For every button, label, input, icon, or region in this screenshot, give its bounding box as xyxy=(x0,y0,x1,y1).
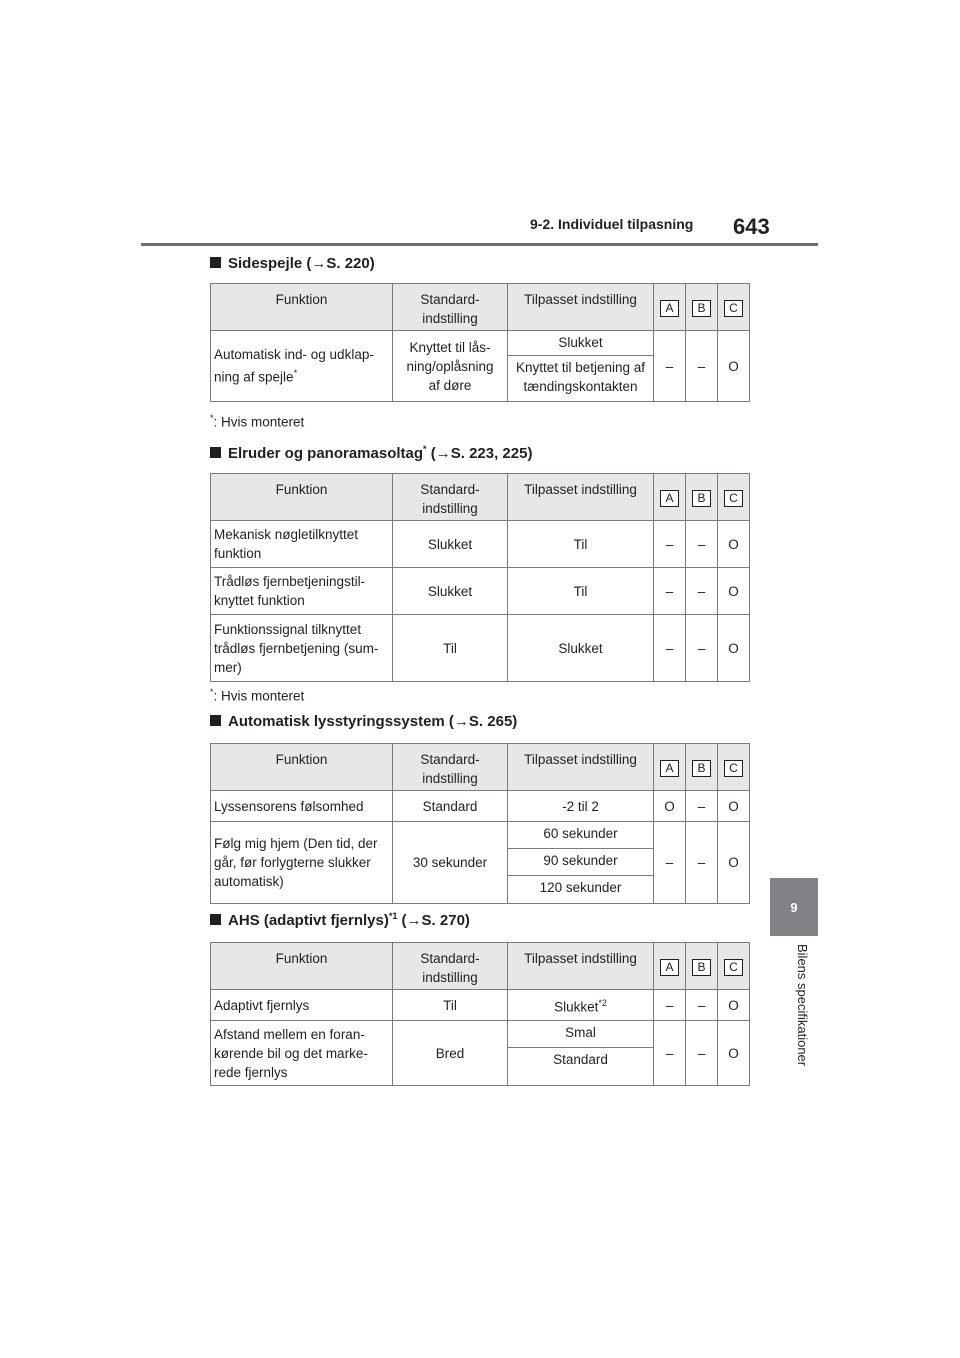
section-title: Automatisk lysstyringssystem (→S. 265) xyxy=(210,713,517,730)
cell-a: – xyxy=(654,521,686,568)
cell-c: O xyxy=(718,1021,750,1086)
settings-table xyxy=(210,743,750,904)
bullet-square-icon xyxy=(210,257,221,268)
cell-function: Automatisk ind- og udklap- ning af spejle* xyxy=(211,331,393,402)
col-header-function: Funktion xyxy=(211,744,393,791)
cell-a: – xyxy=(654,331,686,402)
col-header-default: Standard- indstilling xyxy=(393,284,508,331)
cell-default: Bred xyxy=(393,1021,508,1086)
footnote: *: Hvis monteret xyxy=(210,687,305,704)
col-header-function: Funktion xyxy=(211,284,393,331)
col-header-a: A xyxy=(654,943,686,990)
cell-default: Knyttet til lås- ning/oplåsning af døre xyxy=(393,331,508,402)
bullet-square-icon xyxy=(210,447,221,458)
section-title: AHS (adaptivt fjernlys)$^{*1}$ (→S. 270) xyxy=(210,911,470,929)
col-header-b: B xyxy=(686,284,718,331)
cell-custom: Knyttet til betjening af tændingskontakten xyxy=(508,356,654,402)
cell-b: – xyxy=(686,568,718,615)
cell-b: – xyxy=(686,521,718,568)
col-header-c: C xyxy=(718,284,750,331)
cell-custom: Til xyxy=(508,521,654,568)
col-header-custom: Tilpasset indstilling xyxy=(508,943,654,990)
table-row xyxy=(211,521,750,568)
section-title: Elruder og panoramasoltag* (→S. 223, 225) xyxy=(210,444,532,462)
col-header-custom: Tilpasset indstilling xyxy=(508,474,654,521)
cell-c: O xyxy=(718,822,750,904)
col-header-custom: Tilpasset indstilling xyxy=(508,744,654,791)
col-header-custom: Tilpasset indstilling xyxy=(508,284,654,331)
cell-custom: Slukket xyxy=(508,331,654,356)
cell-c: O xyxy=(718,990,750,1021)
col-header-c: C xyxy=(718,474,750,521)
cell-function: Trådløs fjernbetjeningstil- knyttet funktion xyxy=(211,568,393,615)
settings-table xyxy=(210,942,750,1086)
col-header-a: A xyxy=(654,474,686,521)
table-row xyxy=(211,990,750,1021)
cell-custom: 120 sekunder xyxy=(508,876,654,904)
cell-default: Slukket xyxy=(393,568,508,615)
chapter-tab-label: Bilens specifikationer xyxy=(795,944,810,1067)
cell-custom: Til xyxy=(508,568,654,615)
section-heading: 9-2. Individuel tilpasning xyxy=(530,216,694,232)
cell-function: Følg mig hjem (Den tid, der går, før forlygterne slukker automatisk) xyxy=(211,822,393,904)
col-header-c: C xyxy=(718,744,750,791)
page-number: 643 xyxy=(733,214,770,239)
col-header-b: B xyxy=(686,744,718,791)
cell-function: Lyssensorens følsomhed xyxy=(211,791,393,822)
table-row xyxy=(211,615,750,682)
cell-a: O xyxy=(654,791,686,822)
col-header-default: Standard- indstilling xyxy=(393,943,508,990)
cell-b: – xyxy=(686,822,718,904)
bullet-square-icon xyxy=(210,914,221,925)
cell-c: O xyxy=(718,791,750,822)
cell-a: – xyxy=(654,990,686,1021)
cell-b: – xyxy=(686,331,718,402)
cell-function: Afstand mellem en foran- kørende bil og det marke- rede fjernlys xyxy=(211,1021,393,1086)
cell-default: Standard xyxy=(393,791,508,822)
footnote: *: Hvis monteret xyxy=(210,413,305,430)
cell-a: – xyxy=(654,615,686,682)
cell-default: Slukket xyxy=(393,521,508,568)
chapter-tab-number: 9 xyxy=(770,878,818,936)
cell-default: 30 sekunder xyxy=(393,822,508,904)
header-divider xyxy=(141,243,818,246)
cell-custom: Slukket xyxy=(508,615,654,682)
table-row xyxy=(211,791,750,822)
cell-b: – xyxy=(686,615,718,682)
cell-c: O xyxy=(718,331,750,402)
table-row xyxy=(211,822,750,849)
cell-a: – xyxy=(654,822,686,904)
cell-function: Funktionssignal tilknyttet trådløs fjernbetjening (sum- mer) xyxy=(211,615,393,682)
cell-function: Adaptivt fjernlys xyxy=(211,990,393,1021)
cell-custom: Standard xyxy=(508,1048,654,1086)
col-header-function: Funktion xyxy=(211,943,393,990)
col-header-b: B xyxy=(686,943,718,990)
col-header-default: Standard- indstilling xyxy=(393,474,508,521)
cell-function: Mekanisk nøgletilknyttet funktion xyxy=(211,521,393,568)
cell-a: – xyxy=(654,568,686,615)
col-header-function: Funktion xyxy=(211,474,393,521)
cell-default: Til xyxy=(393,615,508,682)
table-row xyxy=(211,1021,750,1048)
cell-default: Til xyxy=(393,990,508,1021)
cell-custom: 60 sekunder xyxy=(508,822,654,849)
cell-c: O xyxy=(718,568,750,615)
table-row xyxy=(211,568,750,615)
col-header-c: C xyxy=(718,943,750,990)
table-row xyxy=(211,331,750,356)
col-header-a: A xyxy=(654,284,686,331)
col-header-default: Standard- indstilling xyxy=(393,744,508,791)
cell-c: O xyxy=(718,615,750,682)
cell-b: – xyxy=(686,990,718,1021)
col-header-b: B xyxy=(686,474,718,521)
cell-custom: -2 til 2 xyxy=(508,791,654,822)
cell-b: – xyxy=(686,791,718,822)
cell-custom: Smal xyxy=(508,1021,654,1048)
col-header-a: A xyxy=(654,744,686,791)
cell-custom: Slukket$^{*2}$ xyxy=(508,990,654,1021)
section-title: Sidespejle (→S. 220) xyxy=(210,255,375,272)
settings-table xyxy=(210,283,750,402)
settings-table xyxy=(210,473,750,682)
cell-custom: 90 sekunder xyxy=(508,849,654,876)
bullet-square-icon xyxy=(210,715,221,726)
cell-b: – xyxy=(686,1021,718,1086)
cell-c: O xyxy=(718,521,750,568)
cell-a: – xyxy=(654,1021,686,1086)
